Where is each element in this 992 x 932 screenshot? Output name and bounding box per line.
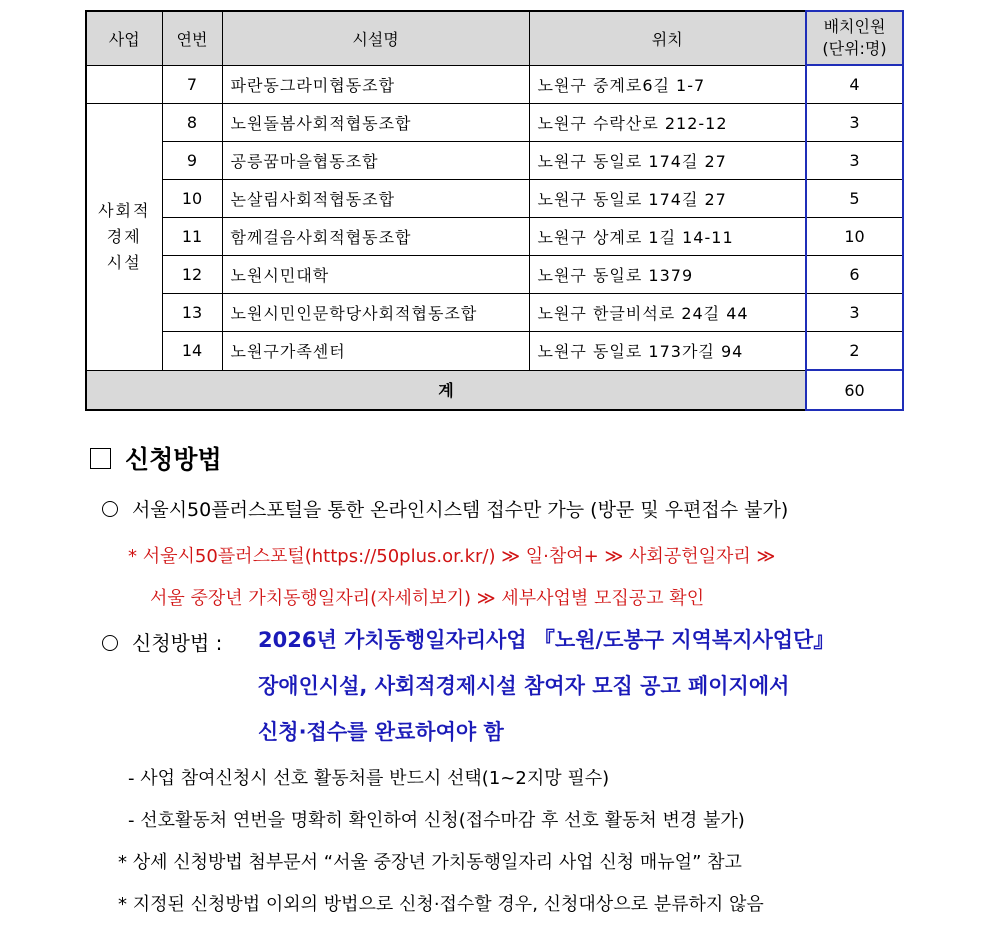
serial-cell: 10: [162, 180, 222, 218]
facility-cell: 노원구가족센터: [222, 332, 529, 371]
dash-note-1: - 사업 참여신청시 선호 활동처를 반드시 선택(1~2지망 필수): [128, 768, 610, 789]
header-business: 사업: [86, 11, 162, 65]
location-cell: 노원구 상계로 1길 14-11: [529, 218, 806, 256]
location-cell: 노원구 동일로 174길 27: [529, 142, 806, 180]
group-label-line: 경제: [106, 226, 142, 246]
count-cell: 10: [806, 218, 903, 256]
bullet-label: 신청방법 :: [132, 631, 223, 655]
count-cell: 2: [806, 332, 903, 371]
group-label-line: 사회적: [98, 200, 151, 220]
table-header-row: [86, 11, 903, 65]
serial-cell: 8: [162, 104, 222, 142]
table-row: [86, 180, 903, 218]
table-row: [86, 256, 903, 294]
serial-cell: 12: [162, 256, 222, 294]
section-heading: [90, 440, 222, 476]
count-cell: 4: [806, 65, 903, 104]
dash-note-2: - 선호활동처 연번을 명확히 확인하여 신청(접수마감 후 선호 활동처 변경 불가): [128, 810, 745, 831]
table-row: [86, 142, 903, 180]
count-cell: 3: [806, 104, 903, 142]
location-cell: 노원구 동일로 1379: [529, 256, 806, 294]
table-row: [86, 65, 903, 104]
total-label: 계: [86, 370, 806, 410]
star-note-1: * 상세 신청방법 첨부문서 “서울 중장년 가치동행일자리 사업 신청 매뉴얼” 참고: [118, 852, 742, 873]
count-cell: 6: [806, 256, 903, 294]
star-note-2: * 지정된 신청방법 이외의 방법으로 신청·접수할 경우, 신청대상으로 분류하지 않음: [118, 894, 764, 915]
table-row: [86, 218, 903, 256]
portal-note-line1: * 서울시50플러스포털(https://50plus.or.kr/) ≫ 일·참여+ ≫ 사회공헌일자리 ≫: [128, 546, 776, 567]
location-cell: 노원구 수락산로 212-12: [529, 104, 806, 142]
facility-cell: 노원시민인문학당사회적협동조합: [222, 294, 529, 332]
total-row: [86, 370, 903, 410]
facility-cell: 함께걸음사회적협동조합: [222, 218, 529, 256]
apply-method-line3: 신청·접수를 완료하여야 함: [258, 720, 504, 744]
count-cell: 3: [806, 142, 903, 180]
circle-bullet-icon: [102, 501, 118, 517]
serial-cell: 14: [162, 332, 222, 371]
checkbox-icon: [90, 448, 111, 469]
serial-cell: 13: [162, 294, 222, 332]
serial-cell: 11: [162, 218, 222, 256]
location-cell: 노원구 동일로 173가길 94: [529, 332, 806, 371]
facility-cell: 노원돌봄사회적협동조합: [222, 104, 529, 142]
table-row: [86, 332, 903, 371]
header-facility: 시설명: [222, 11, 529, 65]
header-count: [806, 11, 903, 65]
group-label-line: 시설: [106, 252, 142, 272]
header-count-line1: 배치인원: [823, 17, 886, 36]
bullet-text: 서울시50플러스포털을 통한 온라인시스템 접수만 가능 (방문 및 우편접수 불가): [132, 499, 789, 521]
facility-table: [85, 10, 904, 411]
facility-cell: 공릉꿈마을협동조합: [222, 142, 529, 180]
portal-note-line2: 서울 중장년 가치동행일자리(자세히보기) ≫ 세부사업별 모집공고 확인: [150, 588, 705, 609]
location-cell: 노원구 동일로 174길 27: [529, 180, 806, 218]
facility-cell: 노원시민대학: [222, 256, 529, 294]
table-row: [86, 104, 903, 142]
apply-method-line1: 2026년 가치동행일자리사업 『노원/도봉구 지역복지사업단』: [258, 628, 835, 652]
table-row: [86, 294, 903, 332]
business-group-cell: [86, 104, 162, 371]
bullet-apply-method: [102, 627, 222, 656]
business-empty-cell: [86, 65, 162, 104]
section-title: 신청방법: [125, 445, 222, 474]
circle-bullet-icon: [102, 635, 118, 651]
location-cell: 노원구 중계로6길 1-7: [529, 65, 806, 104]
header-count-line2: (단위:명): [822, 39, 887, 58]
facility-cell: 논살림사회적협동조합: [222, 180, 529, 218]
apply-method-line2: 장애인시설, 사회적경제시설 참여자 모집 공고 페이지에서: [258, 674, 790, 698]
facility-cell: 파란동그라미협동조합: [222, 65, 529, 104]
total-value: 60: [806, 370, 903, 410]
header-location: 위치: [529, 11, 806, 65]
location-cell: 노원구 한글비석로 24길 44: [529, 294, 806, 332]
count-cell: 5: [806, 180, 903, 218]
serial-cell: 7: [162, 65, 222, 104]
header-serial: 연번: [162, 11, 222, 65]
bullet-online-only: [102, 495, 788, 522]
serial-cell: 9: [162, 142, 222, 180]
count-cell: 3: [806, 294, 903, 332]
